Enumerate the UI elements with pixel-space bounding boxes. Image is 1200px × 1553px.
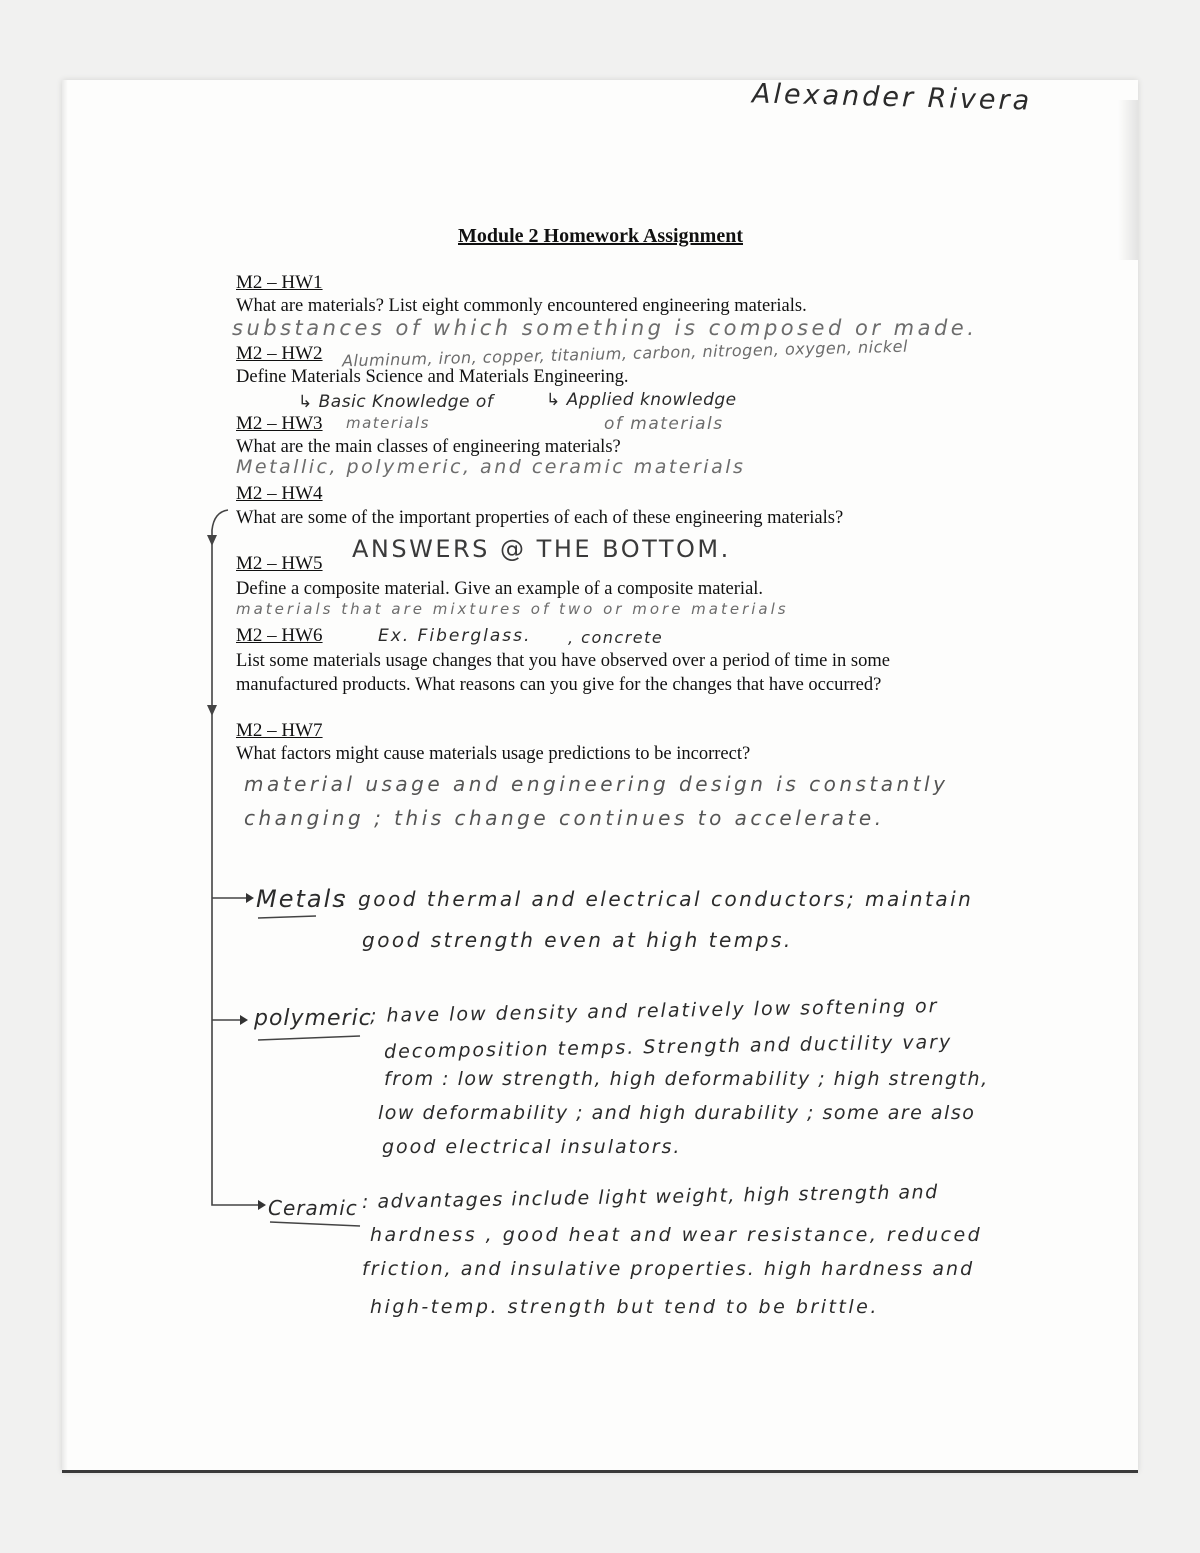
- page-title: Module 2 Homework Assignment: [458, 225, 743, 247]
- answer-hw7-line1: material usage and engineering design is constantly: [244, 772, 949, 796]
- answer-polymeric-line1: ; have low density and relatively low softening or: [369, 995, 939, 1027]
- answer-hw5-example: Ex. Fiberglass.: [378, 626, 532, 646]
- answer-polymeric-line5: good electrical insulators.: [382, 1136, 682, 1158]
- answer-ceramic-line4: high-temp. strength but tend to be brittle.: [370, 1296, 879, 1318]
- answer-hw1-definition: substances of which something is composed or made.: [232, 316, 978, 340]
- answer-hw2-science-cont: materials: [346, 414, 430, 432]
- answer-hw5-example-2: , concrete: [568, 628, 664, 647]
- question-text-hw5: Define a composite material. Give an example of a composite material.: [236, 579, 764, 599]
- answer-ceramic-line3: friction, and insulative properties. high hardness and: [362, 1258, 975, 1280]
- question-label-hw3: M2 – HW3: [236, 413, 323, 434]
- question-text-hw1: What are materials? List eight commonly encountered engineering materials.: [236, 296, 807, 316]
- question-label-hw1: M2 – HW1: [236, 272, 323, 293]
- question-text-hw3: What are the main classes of engineering materials?: [236, 437, 621, 457]
- answer-hw2-science: ↳ Basic Knowledge of: [298, 392, 494, 412]
- question-text-hw2: Define Materials Science and Materials Engineering.: [236, 367, 629, 387]
- answer-ceramic-label: Ceramic: [268, 1196, 358, 1220]
- answer-ceramic-line2: hardness , good heat and wear resistance, reduced: [370, 1224, 983, 1246]
- answer-hw4: ANSWERS @ THE BOTTOM.: [352, 535, 731, 563]
- answer-hw1-materials-list: Aluminum, iron, copper, titanium, carbon, nitrogen, oxygen, nickel: [341, 336, 909, 371]
- question-label-hw4: M2 – HW4: [236, 483, 323, 504]
- answer-hw3: Metallic, polymeric, and ceramic materials: [236, 456, 746, 478]
- question-label-hw2: M2 – HW2: [236, 343, 323, 364]
- answer-hw2-engineering: ↳ Applied knowledge: [546, 390, 737, 410]
- answer-metals-line1: : good thermal and electrical conductors; maintain: [340, 887, 974, 911]
- answer-polymeric-label: polymeric: [254, 1006, 372, 1031]
- answer-polymeric-line2: decomposition temps. Strength and ductility vary: [383, 1031, 953, 1063]
- answer-hw2-engineering-cont: of materials: [604, 414, 724, 434]
- answer-metals-line2: good strength even at high temps.: [362, 928, 793, 952]
- question-text-hw4: What are some of the important properties of each of these engineering materials?: [236, 508, 844, 528]
- answer-hw7-line2: changing ; this change continues to accelerate.: [244, 806, 885, 830]
- question-text-hw6-line1: List some materials usage changes that you have observed over a period of time in some: [236, 651, 890, 671]
- question-label-hw6: M2 – HW6: [236, 625, 323, 646]
- answer-ceramic-line1: : advantages include light weight, high strength and: [361, 1180, 939, 1214]
- answer-metals-label: Metals: [256, 885, 347, 913]
- answer-polymeric-line4: low deformability ; and high durability ; some are also: [378, 1102, 976, 1124]
- answer-hw5-definition: materials that are mixtures of two or more materials: [236, 600, 789, 618]
- question-text-hw6-line2: manufactured products. What reasons can you give for the changes that have occurred?: [236, 675, 882, 695]
- question-text-hw7: What factors might cause materials usage predictions to be incorrect?: [236, 744, 751, 764]
- answer-polymeric-line3: from : low strength, high deformability ; high strength,: [384, 1068, 989, 1090]
- question-label-hw5: M2 – HW5: [236, 553, 323, 574]
- student-name: Alexander Rivera: [751, 78, 1033, 117]
- question-label-hw7: M2 – HW7: [236, 720, 323, 741]
